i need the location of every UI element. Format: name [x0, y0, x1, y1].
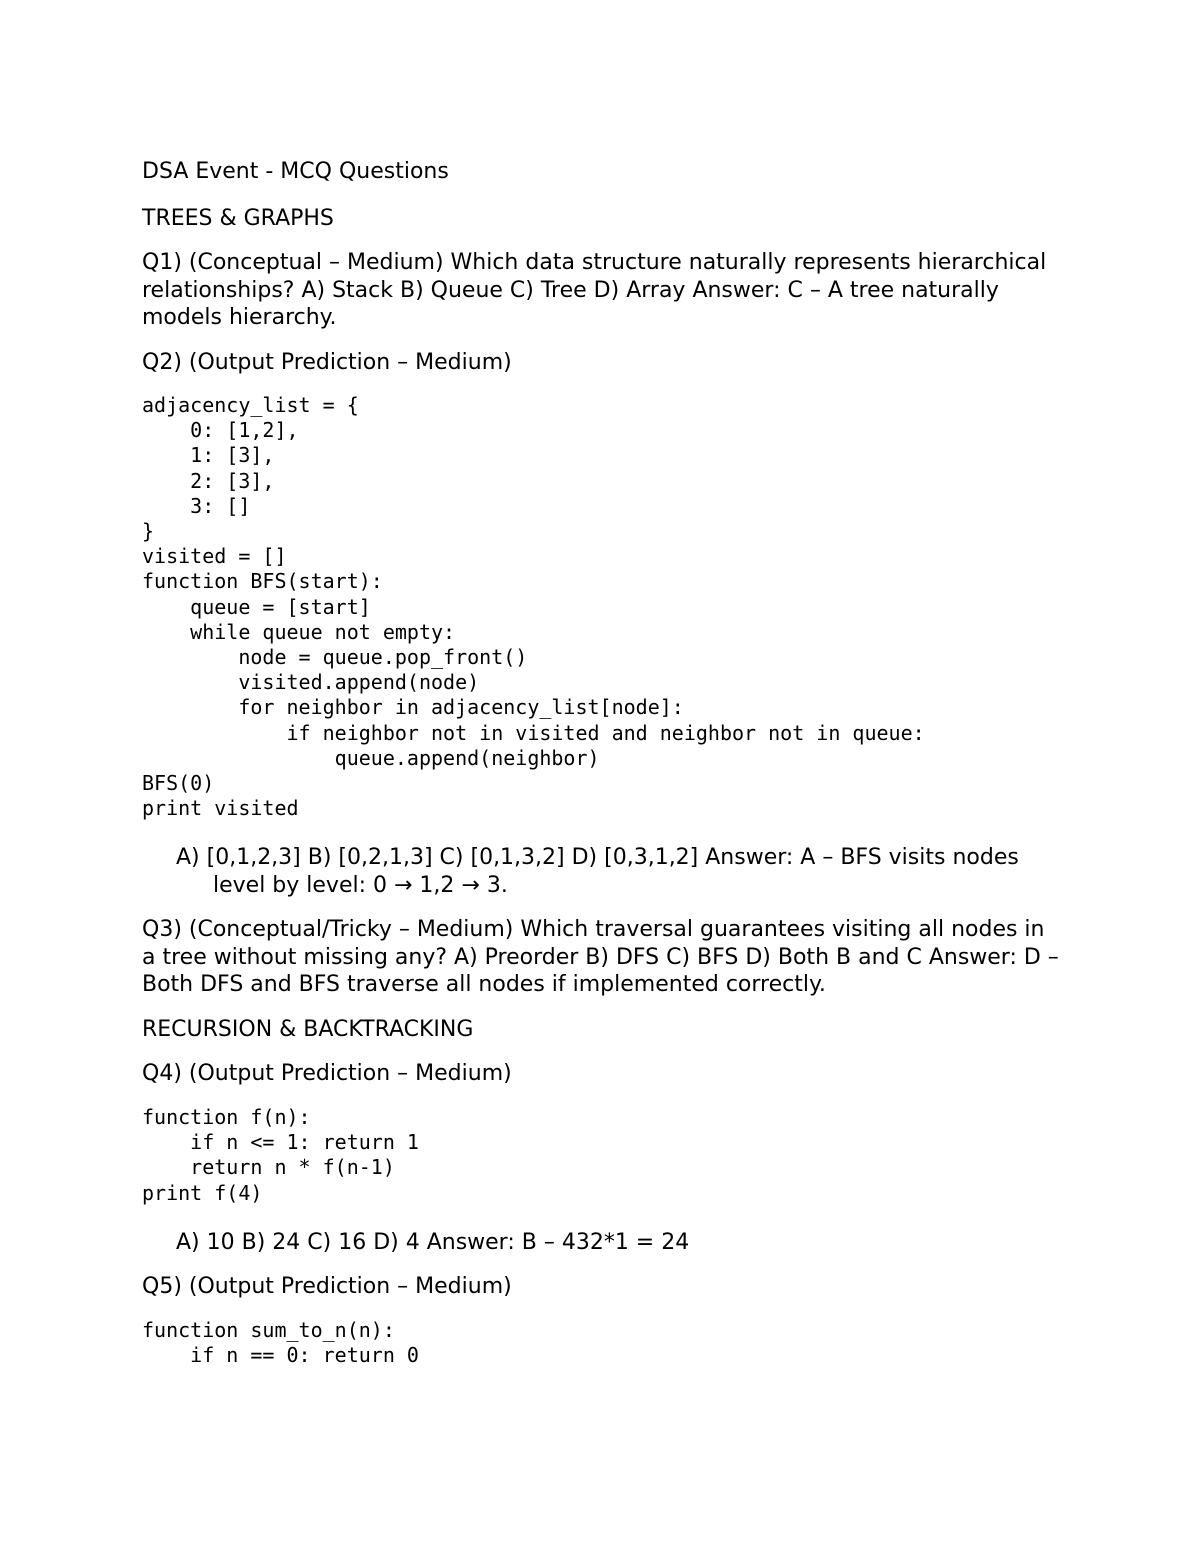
question-4-code-block: function f(n): if n <= 1: return 1 return n * f(n-1) print f(4) — [142, 1104, 419, 1205]
section-heading-recursion-backtracking: RECURSION & BACKTRACKING — [142, 1016, 474, 1042]
question-4-text: Q4) (Output Prediction – Medium) — [142, 1061, 512, 1087]
question-2-code-block: adjacency_list = { 0: [1,2], 1: [3], 2: [3], 3: [] } visited = [] function BFS(start): queue = [start] while queue not empty: node = queue.pop_front() visited.append(node) for neighbor in adjacency_list[node]: if neighbor not in visited and neighbor not in queue: queue.append(neighbor) BFS(0) print visited — [142, 393, 925, 821]
document-page — [142, 158, 1062, 1391]
document-title: DSA Event - MCQ Questions — [142, 159, 449, 184]
question-3-text: Q3) (Conceptual/Tricky – Medium) Which traversal guarantees visiting all nodes in a tree without missing any? A) Preorder B) DFS C) BFS D) Both B and C Answer: D – Both DFS and BFS traverse all nodes if implemented correctly. — [142, 917, 1059, 998]
question-5-code-block: function sum_to_n(n): if n == 0: return 0 — [142, 1317, 419, 1367]
question-5-text: Q5) (Output Prediction – Medium) — [142, 1274, 512, 1300]
question-1-text: Q1) (Conceptual – Medium) Which data structure naturally represents hierarchical relationships? A) Stack B) Queue C) Tree D) Array Answer: C – A tree naturally models hierarchy. — [142, 250, 1047, 330]
question-2-options: A) [0,1,2,3] B) [0,2,1,3] C) [0,1,3,2] D) [0,3,1,2] Answer: A – BFS visits nodes level by level: 0 → 1,2 → 3. — [176, 845, 1019, 898]
section-heading-trees-graphs: TREES & GRAPHS — [142, 205, 334, 231]
question-4-options: A) 10 B) 24 C) 16 D) 4 Answer: B – 432*1 = 24 — [176, 1229, 690, 1255]
question-2-text: Q2) (Output Prediction – Medium) — [142, 349, 512, 375]
